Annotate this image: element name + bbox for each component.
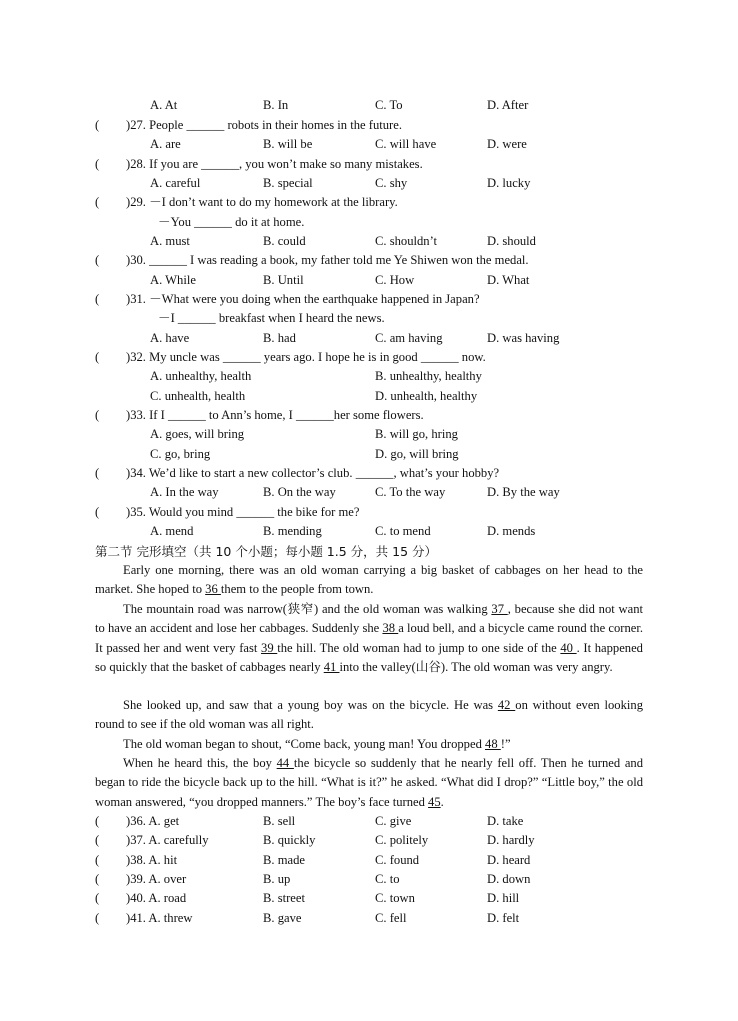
option-b: B. will be bbox=[263, 137, 313, 151]
choice-38 bbox=[0, 851, 738, 870]
answer-paren: ( bbox=[95, 253, 100, 267]
answer-paren: ( bbox=[95, 853, 100, 867]
option-d: D. felt bbox=[487, 911, 520, 925]
answer-paren: ( bbox=[95, 872, 100, 886]
option-d: D. was having bbox=[487, 331, 560, 345]
question-stem: )29. －I don’t want to do my homework at the library. bbox=[126, 195, 398, 209]
passage-text: Early one morning, there was an old woman carrying a big basket of cabbages on her head to the market. She hoped to bbox=[95, 563, 643, 597]
question-31-options bbox=[0, 329, 738, 348]
choice-a: )41. A. threw bbox=[126, 911, 193, 925]
blank-38: 38 bbox=[382, 621, 399, 636]
question-31 bbox=[0, 290, 738, 309]
question-27 bbox=[0, 116, 738, 135]
passage-paragraph-4 bbox=[95, 735, 643, 754]
option-a: A. must bbox=[150, 234, 190, 248]
question-26-options bbox=[0, 96, 738, 115]
option-c: C. to mend bbox=[375, 524, 431, 538]
option-c: C. am having bbox=[375, 331, 443, 345]
option-c: C. town bbox=[375, 891, 415, 905]
question-34-options bbox=[0, 483, 738, 502]
passage-text: . bbox=[440, 794, 444, 809]
option-a: A. mend bbox=[150, 524, 194, 538]
option-d: D. hardly bbox=[487, 833, 535, 847]
question-35 bbox=[0, 503, 738, 522]
answer-paren: ( bbox=[95, 292, 100, 306]
question-29 bbox=[0, 193, 738, 212]
option-b: B. gave bbox=[263, 911, 302, 925]
choice-37 bbox=[0, 831, 738, 850]
option-b: B. unhealthy, healthy bbox=[375, 369, 482, 383]
option-d: D. mends bbox=[487, 524, 536, 538]
answer-paren: ( bbox=[95, 911, 100, 925]
option-b: B. On the way bbox=[263, 485, 336, 499]
passage-text: , because she did not want to have an accident and lose her cabbages. Suddenly she bbox=[95, 602, 643, 636]
option-a: A. In the way bbox=[150, 485, 219, 499]
option-a: A. are bbox=[150, 137, 181, 151]
answer-paren: ( bbox=[95, 466, 100, 480]
option-b: B. mending bbox=[263, 524, 322, 538]
blank-48: 48 bbox=[485, 737, 501, 751]
option-b: B. Until bbox=[263, 273, 304, 287]
option-b: B. special bbox=[263, 176, 313, 190]
question-30-options bbox=[0, 271, 738, 290]
answer-paren: ( bbox=[95, 118, 100, 132]
option-b: B. up bbox=[263, 872, 291, 886]
option-b: B. will go, hring bbox=[375, 427, 458, 441]
section-title: 第二节 完形填空（共 10 个小题；每小题 1.5 分，共 15 分） bbox=[95, 544, 438, 559]
answer-paren: ( bbox=[95, 408, 100, 422]
passage-text: a loud bell, and a bicycle came round the corner. It passed her and went very fast bbox=[95, 621, 643, 655]
choice-41 bbox=[0, 909, 738, 928]
answer-paren: ( bbox=[95, 833, 100, 847]
option-c: C. To the way bbox=[375, 485, 446, 499]
question-stem: )30. ______ I was reading a book, my father told me Ye Shiwen won the medal. bbox=[126, 253, 529, 267]
option-a: A. have bbox=[150, 331, 190, 345]
passage-paragraph-5 bbox=[95, 754, 643, 812]
option-d: D. down bbox=[487, 872, 531, 886]
blank-45: 45 bbox=[428, 794, 441, 809]
option-b: B. In bbox=[263, 98, 289, 112]
option-a: A. goes, will bring bbox=[150, 427, 245, 441]
passage-text: into the valley(山谷). The old woman was very angry. bbox=[339, 660, 613, 675]
choice-a: )39. A. over bbox=[126, 872, 187, 886]
option-c: C. How bbox=[375, 273, 415, 287]
dialogue-reply: －I ______ breakfast when I heard the news. bbox=[158, 311, 385, 325]
option-d: D. After bbox=[487, 98, 529, 112]
question-stem: )28. If you are ______, you won’t make so many mistakes. bbox=[126, 157, 423, 171]
question-28-options bbox=[0, 174, 738, 193]
option-b: B. had bbox=[263, 331, 296, 345]
option-c: C. will have bbox=[375, 137, 437, 151]
passage-text: The old woman began to shout, “Come back, young man! You dropped bbox=[123, 737, 486, 751]
blank-42: 42 bbox=[497, 698, 516, 712]
option-c: C. politely bbox=[375, 833, 429, 847]
option-b: B. street bbox=[263, 891, 305, 905]
choice-39 bbox=[0, 870, 738, 889]
option-d: D. heard bbox=[487, 853, 531, 867]
question-29-reply bbox=[0, 213, 738, 232]
question-29-options bbox=[0, 232, 738, 251]
option-c: C. shy bbox=[375, 176, 408, 190]
passage-paragraph-1 bbox=[95, 561, 643, 600]
question-32-options-row2 bbox=[0, 387, 738, 406]
passage-paragraph-3 bbox=[95, 696, 643, 735]
passage-text: on without even looking round to see if the old woman was all right. bbox=[95, 698, 643, 732]
passage-text: When he heard this, the boy bbox=[123, 756, 277, 770]
question-30 bbox=[0, 251, 738, 270]
blank-40: 40 bbox=[560, 640, 577, 655]
answer-paren: ( bbox=[95, 195, 100, 209]
option-a: A. While bbox=[150, 273, 196, 287]
choice-40 bbox=[0, 889, 738, 908]
passage-text: . It happened so quickly that the basket of cabbages nearly bbox=[95, 640, 643, 675]
passage-text: The mountain road was narrow(狭窄) and the old woman was walking bbox=[123, 602, 492, 616]
option-c: C. go, bring bbox=[150, 447, 211, 461]
option-d: D. hill bbox=[487, 891, 520, 905]
answer-paren: ( bbox=[95, 157, 100, 171]
answer-paren: ( bbox=[95, 505, 100, 519]
question-32-options-row1 bbox=[0, 367, 738, 386]
option-b: B. made bbox=[263, 853, 305, 867]
question-stem: )27. People ______ robots in their homes in the future. bbox=[126, 118, 402, 132]
option-b: B. could bbox=[263, 234, 306, 248]
question-31-reply bbox=[0, 309, 738, 328]
option-d: D. should bbox=[487, 234, 536, 248]
question-27-options bbox=[0, 135, 738, 154]
blank-36: 36 bbox=[205, 582, 221, 597]
option-c: C. found bbox=[375, 853, 420, 867]
answer-paren: ( bbox=[95, 814, 100, 828]
choice-a: )40. A. road bbox=[126, 891, 187, 905]
question-stem: )34. We’d like to start a new collector’s club. ______, what’s your hobby? bbox=[126, 466, 500, 480]
option-d: D. were bbox=[487, 137, 527, 151]
option-a: A. At bbox=[150, 98, 178, 112]
answer-paren: ( bbox=[95, 350, 100, 364]
question-33 bbox=[0, 406, 738, 425]
passage-text: !” bbox=[500, 737, 511, 751]
blank-39: 39 bbox=[261, 640, 278, 655]
passage-text: them to the people from town. bbox=[220, 582, 374, 597]
blank-44: 44 bbox=[276, 756, 294, 770]
question-33-options-row2 bbox=[0, 445, 738, 464]
passage-text: the bicycle so suddenly that he nearly fell off. Then he turned and began to ride the bicycle back up to the hill. “What is it?” he asked. “What did I drop?” “Little boy,” the old woman answered, “you dropped manners.” The boy’s face turned bbox=[95, 756, 643, 809]
question-stem: )35. Would you mind ______ the bike for me? bbox=[126, 505, 360, 519]
option-d: D. lucky bbox=[487, 176, 531, 190]
answer-paren: ( bbox=[95, 891, 100, 905]
option-d: D. take bbox=[487, 814, 524, 828]
choice-a: )38. A. hit bbox=[126, 853, 178, 867]
option-c: C. To bbox=[375, 98, 403, 112]
blank-41: 41 bbox=[323, 660, 340, 675]
option-a: A. unhealthy, health bbox=[150, 369, 252, 383]
option-c: C. unhealth, health bbox=[150, 389, 246, 403]
option-d: D. unhealth, healthy bbox=[375, 389, 478, 403]
option-d: D. What bbox=[487, 273, 530, 287]
option-b: B. quickly bbox=[263, 833, 316, 847]
question-stem: )32. My uncle was ______ years ago. I hope he is in good ______ now. bbox=[126, 350, 486, 364]
choice-a: )36. A. get bbox=[126, 814, 180, 828]
dialogue-reply: －You ______ do it at home. bbox=[158, 215, 305, 229]
question-35-options bbox=[0, 522, 738, 541]
question-34 bbox=[0, 464, 738, 483]
choice-36 bbox=[0, 812, 738, 831]
blank-37: 37 bbox=[491, 602, 508, 616]
passage-text: the hill. The old woman had to jump to one side of the bbox=[277, 640, 561, 655]
question-stem: )31. －What were you doing when the earthquake happened in Japan? bbox=[126, 292, 480, 306]
option-c: C. give bbox=[375, 814, 412, 828]
option-a: A. careful bbox=[150, 176, 201, 190]
question-28 bbox=[0, 155, 738, 174]
passage-paragraph-2 bbox=[95, 600, 643, 678]
option-b: B. sell bbox=[263, 814, 296, 828]
option-d: D. go, will bring bbox=[375, 447, 459, 461]
question-33-options-row1 bbox=[0, 425, 738, 444]
question-stem: )33. If I ______ to Ann’s home, I ______her some flowers. bbox=[126, 408, 424, 422]
question-32 bbox=[0, 348, 738, 367]
option-c: C. shouldn’t bbox=[375, 234, 438, 248]
option-c: C. to bbox=[375, 872, 400, 886]
passage-text: She looked up, and saw that a young boy was on the bicycle. He was bbox=[123, 698, 498, 712]
option-d: D. By the way bbox=[487, 485, 560, 499]
choice-a: )37. A. carefully bbox=[126, 833, 209, 847]
option-c: C. fell bbox=[375, 911, 407, 925]
